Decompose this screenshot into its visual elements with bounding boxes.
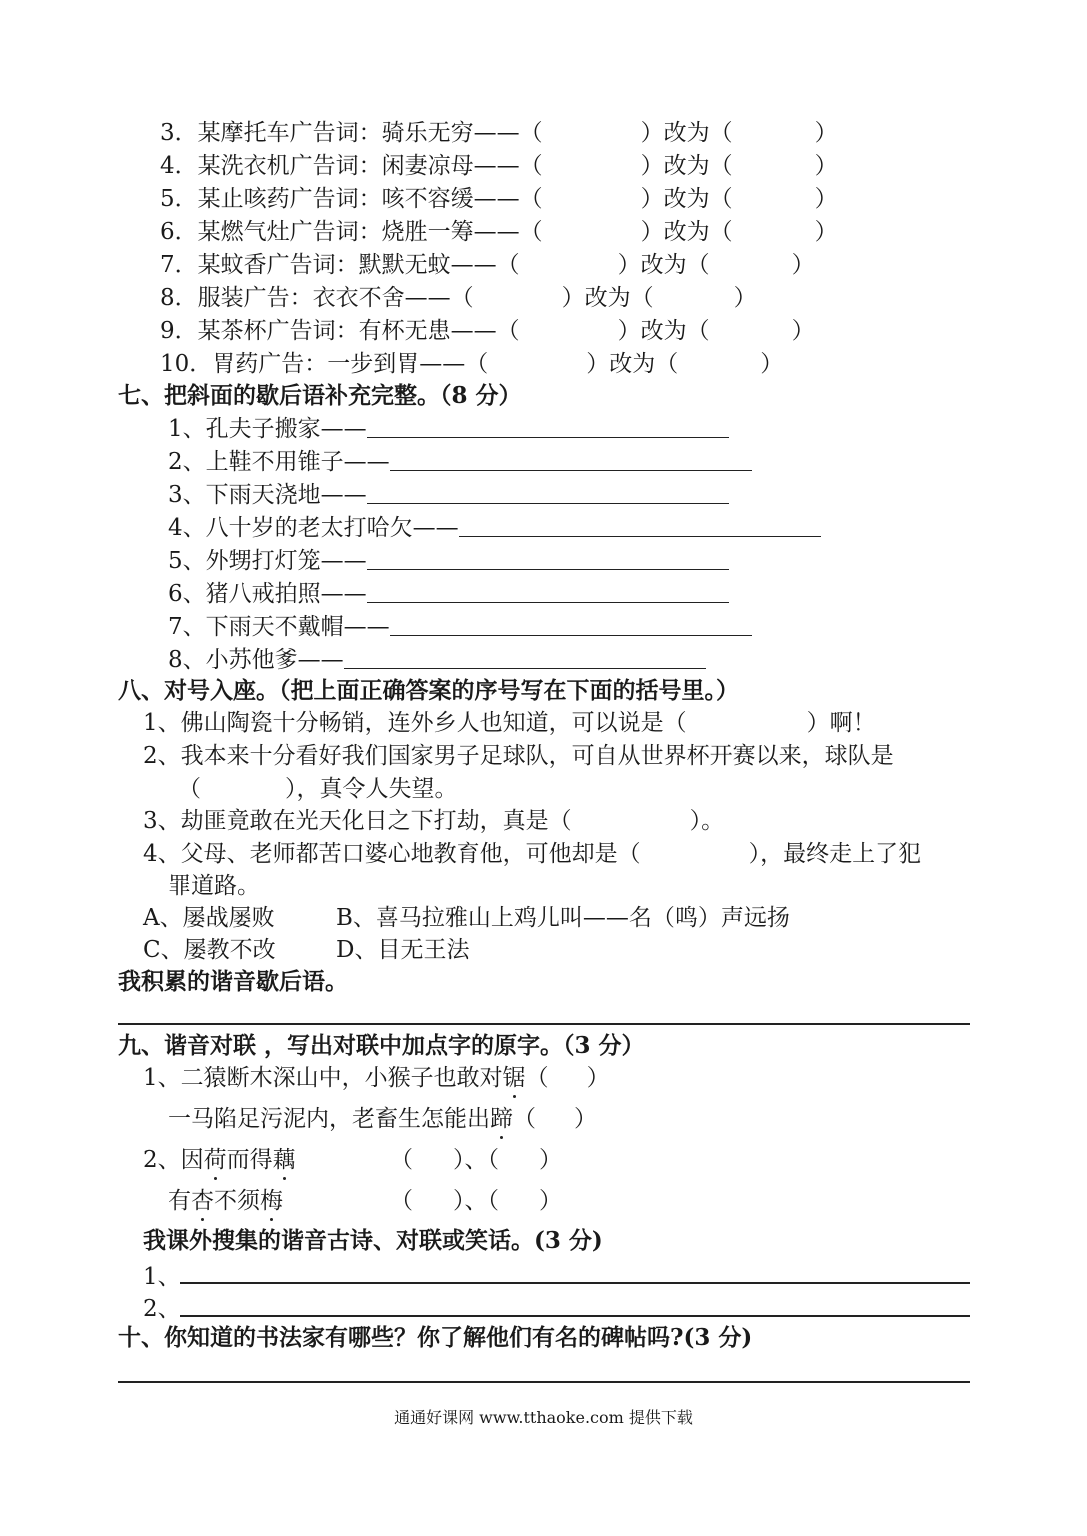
option-b: B、喜马拉雅山上鸡儿叫——名（鸣）声远扬 — [336, 905, 790, 931]
answer-line[interactable] — [180, 1282, 970, 1284]
section-7-title: 七、把斜面的歇后语补充完整。（8 分） — [118, 382, 522, 409]
proverb-item: 3、下雨天浇地—— — [168, 480, 729, 510]
answer-blank[interactable] — [367, 481, 729, 504]
match-question-4-cont: 罪道路。 — [168, 873, 260, 899]
section-10-title: 十、你知道的书法家有哪些？你了解他们有名的碑帖吗?(3 分) — [118, 1324, 753, 1351]
couplet-line-4: 有杏不须梅 — [168, 1188, 283, 1214]
match-question-2: 2、我本来十分看好我们国家男子足球队，可自从世界杯开赛以来，球队是 — [143, 743, 894, 769]
accumulated-prompt: 我积累的谐音歇后语。 — [118, 968, 348, 995]
match-question-4: 4、父母、老师都苦口婆心地教育他，可他却是（ ），最终走上了犯 — [143, 841, 922, 867]
couplet-blanks-4: （ ）、（ ） — [390, 1188, 562, 1214]
ad-item: 9．某茶杯广告词：有杯无患——（ ）改为（ ） — [160, 318, 815, 344]
option-c: C、屡教不改 — [143, 937, 276, 963]
couplet-blanks-3: （ ）、（ ） — [390, 1147, 562, 1173]
section-8-title: 八、对号入座。（把上面正确答案的序号写在下面的括号里。） — [118, 677, 739, 704]
answer-blank[interactable] — [367, 580, 729, 603]
answer-line[interactable] — [118, 1023, 970, 1025]
ad-item: 5．某止咳药广告词：咳不容缓——（ ）改为（ ） — [160, 186, 838, 212]
ad-item: 3．某摩托车广告词：骑乐无穷——（ ）改为（ ） — [160, 120, 838, 146]
answer-blank[interactable] — [367, 415, 729, 438]
answer-blank[interactable] — [459, 514, 821, 537]
answer-blank[interactable] — [390, 613, 752, 636]
couplet-line-2: 一马陷足污泥内，老畜生怎能出蹄（ ） — [168, 1106, 597, 1132]
answer-line[interactable] — [118, 1381, 970, 1383]
ad-item: 10．胃药广告：一步到胃——（ ）改为（ ） — [160, 351, 784, 377]
option-d: D、目无王法 — [336, 937, 470, 963]
match-question-1: 1、佛山陶瓷十分畅销，连外乡人也知道，可以说是（ ）啊！ — [143, 710, 876, 736]
answer-line[interactable] — [180, 1315, 970, 1317]
ad-item: 4．某洗衣机广告词：闲妻凉母——（ ）改为（ ） — [160, 153, 838, 179]
couplet-line-3: 2、因荷而得藕 — [143, 1147, 296, 1173]
proverb-item: 1、孔夫子搬家—— — [168, 414, 729, 444]
collect-item-2-label: 2、 — [143, 1296, 181, 1322]
couplet-line-1: 1、二猿断木深山中，小猴子也敢对锯（ ） — [143, 1065, 610, 1091]
collect-prompt: 我课外搜集的谐音古诗、对联或笑话。(3 分) — [143, 1227, 603, 1254]
ad-item: 7．某蚊香广告词：默默无蚊——（ ）改为（ ） — [160, 252, 815, 278]
proverb-item: 8、小苏他爹—— — [168, 645, 706, 675]
proverb-item: 6、猪八戒拍照—— — [168, 579, 729, 609]
section-9-title: 九、谐音对联 ，写出对联中加点字的原字。（3 分） — [118, 1032, 645, 1059]
page-footer: 通通好课网 www.tthaoke.com 提供下载 — [394, 1408, 693, 1427]
collect-item-1-label: 1、 — [143, 1264, 181, 1290]
answer-blank[interactable] — [367, 547, 729, 570]
match-question-3: 3、劫匪竟敢在光天化日之下打劫，真是（ ）。 — [143, 808, 725, 834]
proverb-item: 5、外甥打灯笼—— — [168, 546, 729, 576]
option-a: A、屡战屡败 — [143, 905, 275, 931]
proverb-item: 4、八十岁的老太打哈欠—— — [168, 513, 821, 543]
answer-blank[interactable] — [390, 448, 752, 471]
answer-blank[interactable] — [344, 646, 706, 669]
proverb-item: 2、上鞋不用锥子—— — [168, 447, 752, 477]
proverb-item: 7、下雨天不戴帽—— — [168, 612, 752, 642]
ad-item: 8．服装广告：衣衣不舍——（ ）改为（ ） — [160, 285, 757, 311]
match-question-2-cont: （ ），真令人失望。 — [178, 776, 458, 802]
ad-item: 6．某燃气灶广告词：烧胜一筹——（ ）改为（ ） — [160, 219, 838, 245]
